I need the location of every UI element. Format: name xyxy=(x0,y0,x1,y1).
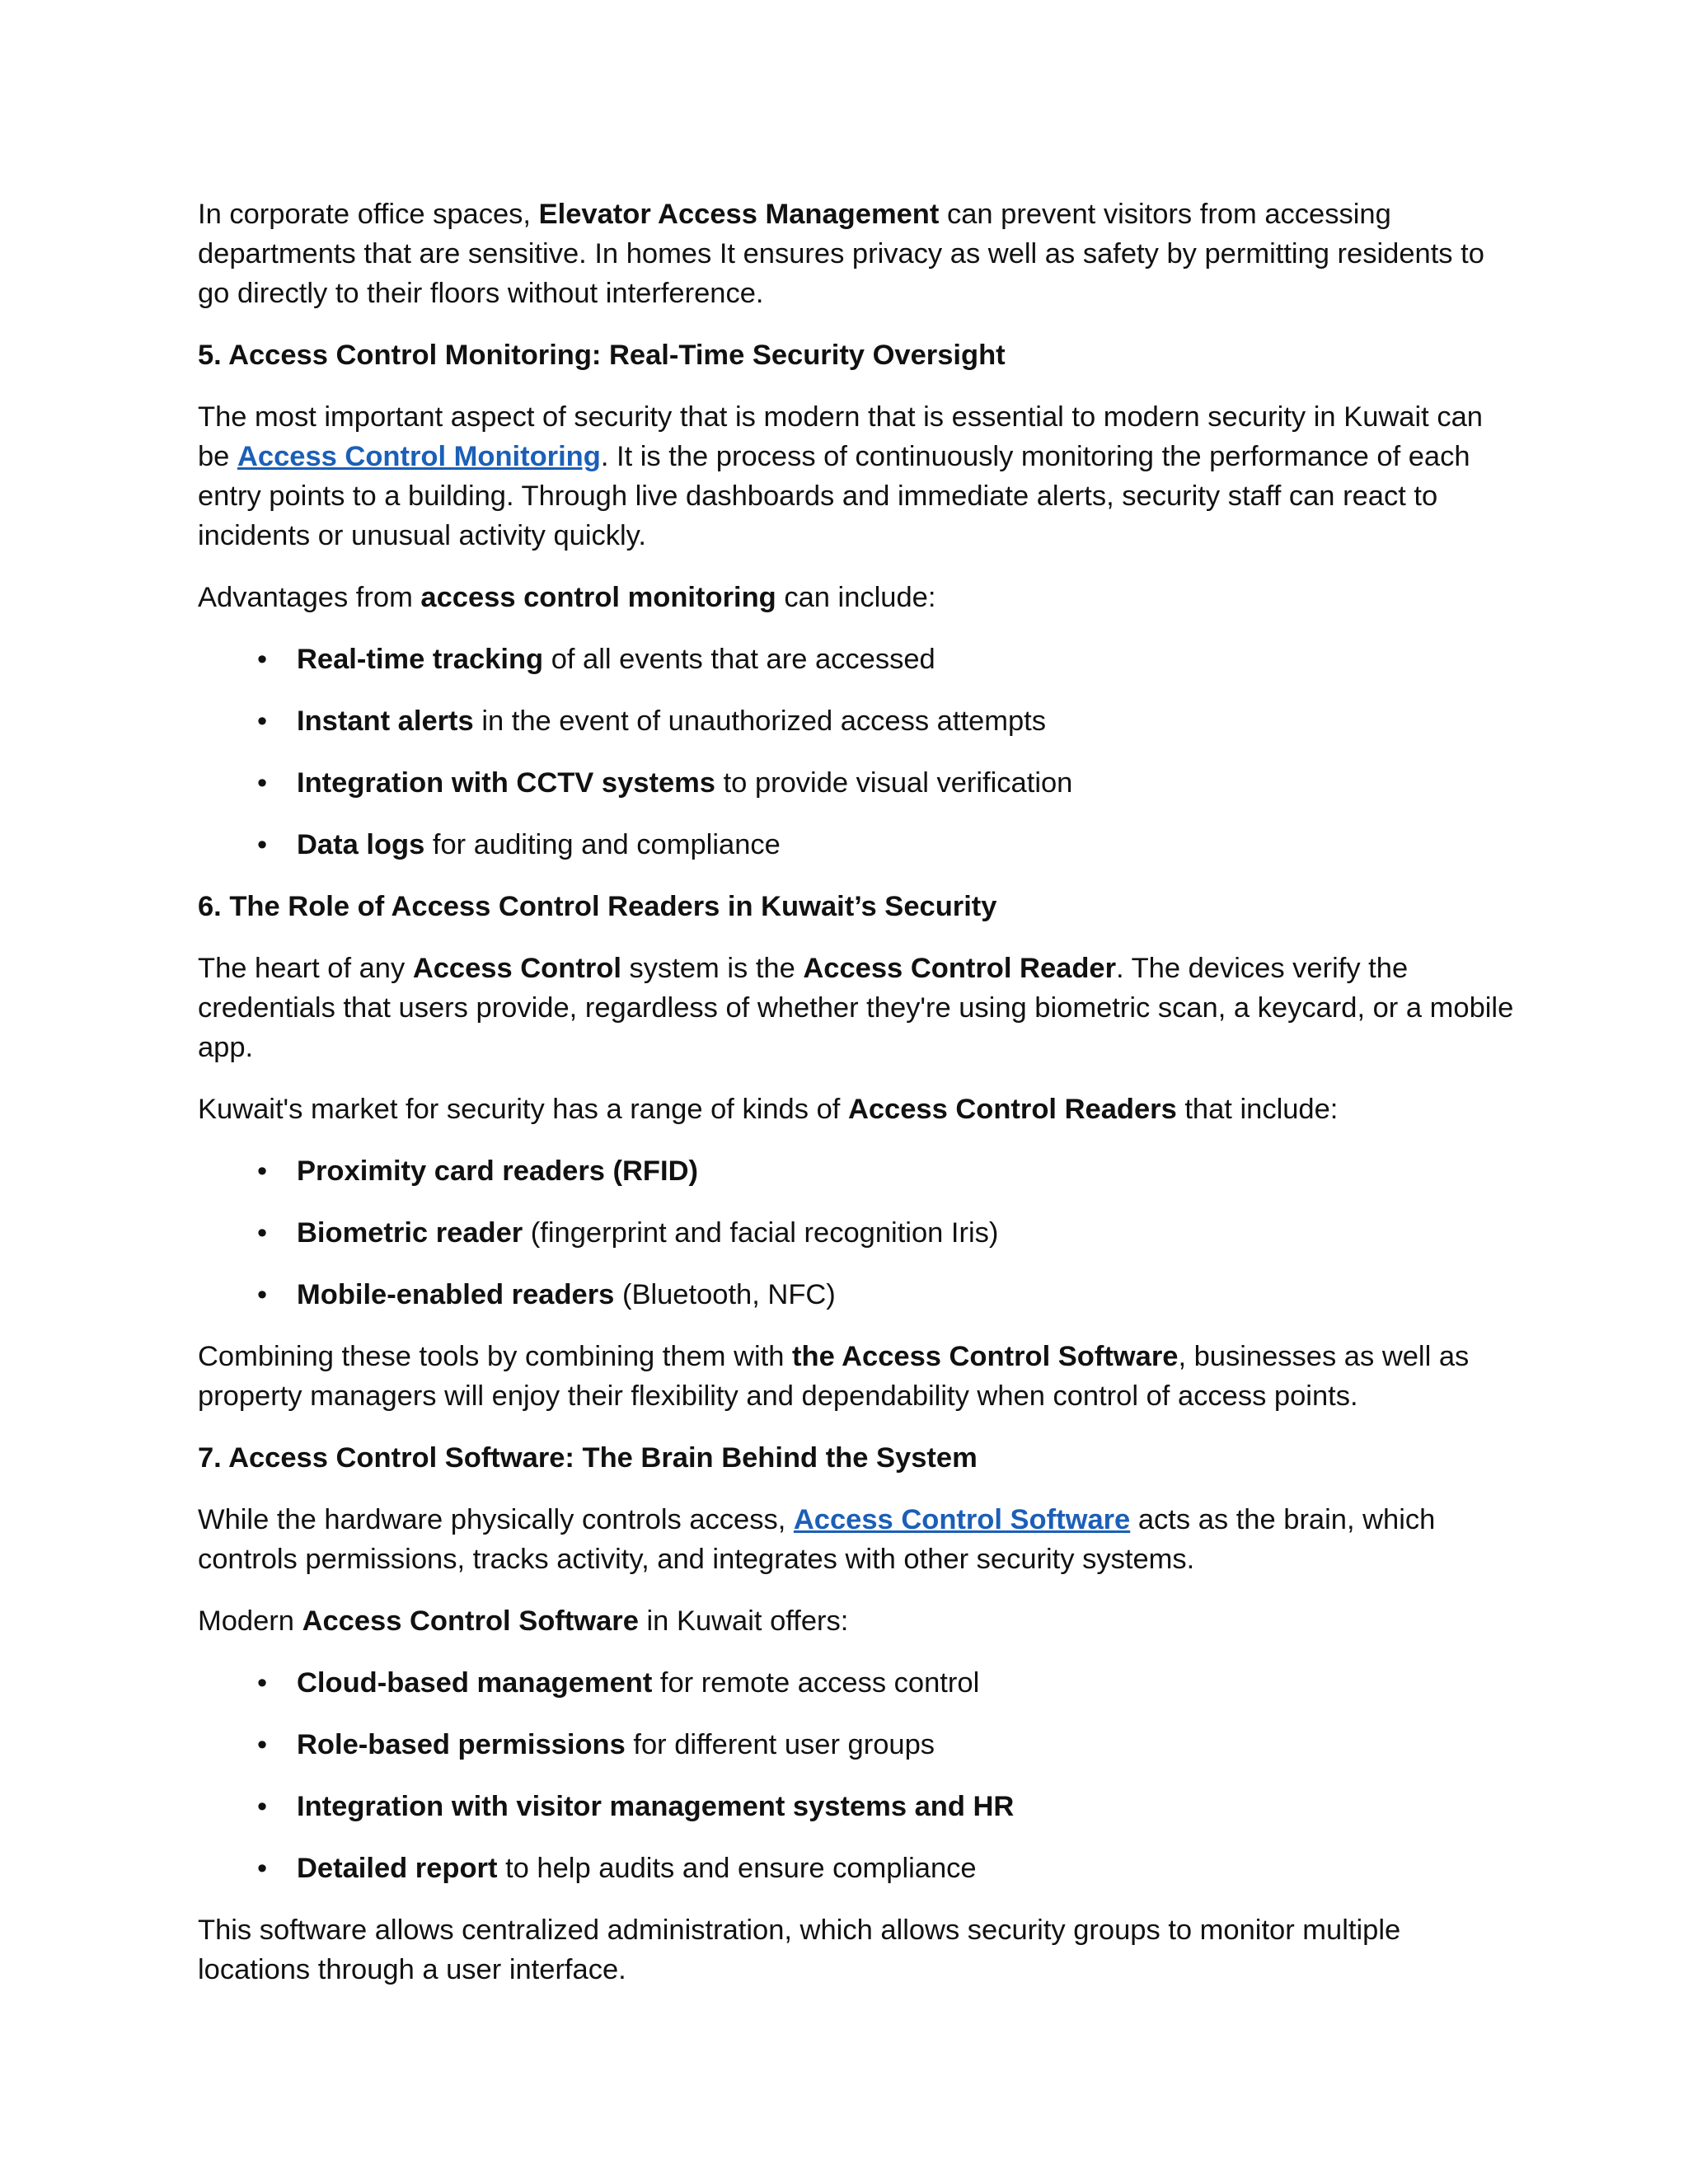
bold-text: access control monitoring xyxy=(420,582,776,613)
text: Advantages from xyxy=(198,582,421,613)
text: (Bluetooth, NFC) xyxy=(614,1279,836,1310)
text: in Kuwait offers: xyxy=(638,1605,849,1637)
bullet-icon: • xyxy=(256,1729,268,1760)
document-body xyxy=(198,194,1517,2012)
text: system is the xyxy=(621,953,804,984)
bullet-icon: • xyxy=(256,644,268,675)
bold-text: Elevator Access Management xyxy=(538,199,940,230)
bold-text: Proximity card readers (RFID) xyxy=(297,1155,698,1187)
section-6-paragraph-3 xyxy=(198,1337,1517,1416)
list-item xyxy=(198,1725,1517,1765)
text: Combining these tools by combining them with xyxy=(198,1341,793,1372)
reader-types-list xyxy=(198,1151,1517,1315)
bullet-icon: • xyxy=(256,767,268,799)
section-7-paragraph-1 xyxy=(198,1500,1517,1579)
bold-text: Data logs xyxy=(297,829,425,860)
bold-text: Mobile-enabled readers xyxy=(297,1279,615,1310)
text: can prevent visitors from accessing departments that are sensitive. In homes It ensures privacy as well as safety by permitting residents to go directly to their floors without interference. xyxy=(198,199,1484,309)
section-6-heading: 6. The Role of Access Control Readers in Kuwait’s Security xyxy=(198,891,997,922)
bold-text: Integration with CCTV systems xyxy=(297,767,715,799)
bold-text: Instant alerts xyxy=(297,705,474,737)
bullet-icon: • xyxy=(256,1217,268,1249)
text: in the event of unauthorized access attempts xyxy=(473,705,1046,737)
list-item xyxy=(198,1849,1517,1888)
access-control-software-link[interactable]: Access Control Software xyxy=(793,1504,1131,1535)
list-item xyxy=(198,1663,1517,1703)
bold-text: Access Control Software xyxy=(302,1605,639,1637)
text: can include: xyxy=(776,582,936,613)
bold-text: Access Control xyxy=(412,953,621,984)
section-6-paragraph-1 xyxy=(198,949,1517,1067)
bold-text: the Access Control Software xyxy=(792,1341,1179,1372)
text: that include: xyxy=(1176,1094,1339,1125)
text: , businesses as well as property managers will enjoy their flexibility and dependability when control of access points. xyxy=(198,1341,1470,1412)
bullet-icon: • xyxy=(256,705,268,737)
text: for auditing and compliance xyxy=(424,829,781,860)
text: for different user groups xyxy=(625,1729,935,1760)
bullet-icon: • xyxy=(256,1791,268,1822)
software-features-list xyxy=(198,1663,1517,1888)
text: of all events that are accessed xyxy=(543,644,935,675)
access-control-monitoring-link[interactable]: Access Control Monitoring xyxy=(237,441,601,472)
text: While the hardware physically controls access, xyxy=(198,1504,794,1535)
section-7-paragraph-3: This software allows centralized administration, which allows security groups to monitor multiple locations through a user interface. xyxy=(198,1915,1401,1985)
bullet-icon: • xyxy=(256,829,268,860)
bold-text: Role-based permissions xyxy=(297,1729,626,1760)
section-6-paragraph-2 xyxy=(198,1090,1517,1129)
list-item xyxy=(198,1787,1517,1826)
bullet-icon: • xyxy=(256,1279,268,1310)
section-7-heading: 7. Access Control Software: The Brain Behind the System xyxy=(198,1442,978,1474)
list-item xyxy=(198,640,1517,679)
text: for remote access control xyxy=(652,1667,980,1699)
section-5-heading: 5. Access Control Monitoring: Real-Time Security Oversight xyxy=(198,340,1006,371)
text: . The devices verify the credentials that users provide, regardless of whether they're using biometric scan, a keycard, or a mobile app. xyxy=(198,953,1514,1063)
bold-text: Integration with visitor management systems and HR xyxy=(297,1791,1015,1822)
list-item xyxy=(198,701,1517,741)
section-5-paragraph-2 xyxy=(198,578,1517,617)
text: Modern xyxy=(198,1605,302,1637)
text: to help audits and ensure compliance xyxy=(497,1853,977,1884)
text: The heart of any xyxy=(198,953,413,984)
section-5-paragraph-1 xyxy=(198,397,1517,555)
bold-text: Access Control Reader xyxy=(803,953,1117,984)
text: The most important aspect of security that is modern that is essential to modern security in Kuwait can be xyxy=(198,401,1483,472)
section-7-paragraph-2 xyxy=(198,1601,1517,1641)
text: In corporate office spaces, xyxy=(198,199,539,230)
bold-text: Real-time tracking xyxy=(297,644,544,675)
list-item xyxy=(198,825,1517,865)
intro-paragraph xyxy=(198,194,1517,313)
text: to provide visual verification xyxy=(715,767,1073,799)
list-item xyxy=(198,1213,1517,1253)
list-item xyxy=(198,1151,1517,1191)
bold-text: Detailed report xyxy=(297,1853,498,1884)
bullet-icon: • xyxy=(256,1853,268,1884)
text: (fingerprint and facial recognition Iris) xyxy=(523,1217,999,1249)
monitoring-advantages-list xyxy=(198,640,1517,865)
bold-text: Access Control Readers xyxy=(847,1094,1177,1125)
text: acts as the brain, which controls permissions, tracks activity, and integrates with other security systems. xyxy=(198,1504,1436,1575)
bullet-icon: • xyxy=(256,1155,268,1187)
bullet-icon: • xyxy=(256,1667,268,1699)
text: Kuwait's market for security has a range of kinds of xyxy=(198,1094,848,1125)
bold-text: Biometric reader xyxy=(297,1217,523,1249)
text: . It is the process of continuously monitoring the performance of each entry points to a building. Through live dashboards and immediate alerts, security staff can react to incidents or unusual activity quickly. xyxy=(198,441,1470,551)
bold-text: Cloud-based management xyxy=(297,1667,653,1699)
list-item xyxy=(198,763,1517,803)
list-item xyxy=(198,1275,1517,1315)
